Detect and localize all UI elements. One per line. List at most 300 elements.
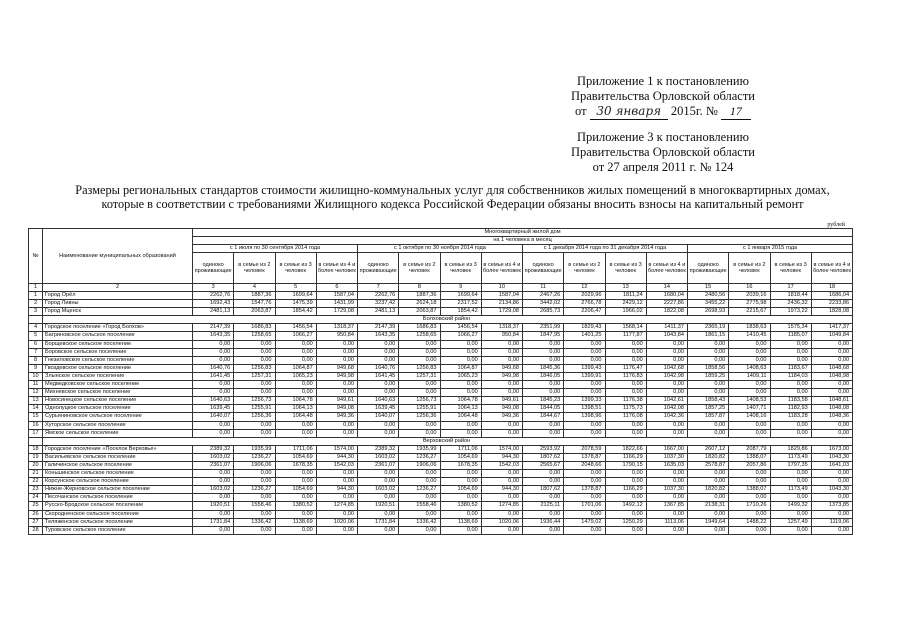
row-number: 10 <box>29 372 43 380</box>
value-cell: 0,00 <box>646 340 687 348</box>
value-cell: 0,00 <box>275 429 316 437</box>
value-cell: 1857,25 <box>688 405 729 413</box>
value-cell: 1336,42 <box>399 518 440 526</box>
value-cell: 0,00 <box>358 340 399 348</box>
value-cell: 0,00 <box>440 348 481 356</box>
value-cell: 0,00 <box>275 494 316 502</box>
column-number: 3 <box>193 284 234 292</box>
value-cell: 2436,32 <box>770 300 811 308</box>
value-cell: 0,00 <box>399 340 440 348</box>
value-cell: 1064,87 <box>440 364 481 372</box>
value-cell: 0,00 <box>729 470 770 478</box>
value-cell: 0,00 <box>646 381 687 389</box>
value-cell: 0,00 <box>275 470 316 478</box>
value-cell: 0,00 <box>399 429 440 437</box>
value-cell: 1256,36 <box>399 413 440 421</box>
value-cell: 0,00 <box>399 470 440 478</box>
value-cell: 2480,56 <box>688 292 729 300</box>
value-cell: 0,00 <box>234 389 275 397</box>
value-cell: 0,00 <box>523 389 564 397</box>
value-cell: 1639,45 <box>193 405 234 413</box>
value-cell: 0,00 <box>729 356 770 364</box>
value-cell: 0,00 <box>440 494 481 502</box>
value-cell: 1138,69 <box>440 518 481 526</box>
value-cell: 0,00 <box>688 421 729 429</box>
value-cell: 1574,00 <box>481 445 522 453</box>
value-cell: 0,00 <box>275 348 316 356</box>
row-number: 27 <box>29 518 43 526</box>
value-cell: 1603,02 <box>358 486 399 494</box>
row-number: 2 <box>29 300 43 308</box>
value-cell: 0,00 <box>316 429 357 437</box>
column-number: 18 <box>811 284 852 292</box>
value-cell: 0,00 <box>770 478 811 486</box>
value-cell: 2078,59 <box>564 445 605 453</box>
value-cell: 1054,69 <box>440 486 481 494</box>
municipality-name: Город Ливны <box>43 300 193 308</box>
table-row <box>29 429 853 437</box>
row-number: 11 <box>29 381 43 389</box>
column-number: 15 <box>688 284 729 292</box>
table-row <box>29 308 853 316</box>
table-row <box>29 486 853 494</box>
group-empty-cell <box>29 437 43 445</box>
handwritten-date: 30 января <box>590 104 668 120</box>
value-cell: 1456,54 <box>275 324 316 332</box>
value-cell: 0,00 <box>770 381 811 389</box>
value-cell: 0,00 <box>564 478 605 486</box>
column-number: 12 <box>564 284 605 292</box>
value-cell: 0,00 <box>646 421 687 429</box>
value-cell: 1935,99 <box>399 445 440 453</box>
value-cell: 1020,06 <box>316 518 357 526</box>
value-cell: 949,08 <box>481 405 522 413</box>
value-cell: 1064,78 <box>440 397 481 405</box>
value-cell: 0,00 <box>193 494 234 502</box>
appendix-1-line1: Приложение 1 к постановлению <box>577 74 749 88</box>
value-cell: 0,00 <box>770 494 811 502</box>
value-cell: 949,36 <box>481 413 522 421</box>
value-cell: 0,00 <box>523 470 564 478</box>
value-cell: 1635,03 <box>646 461 687 469</box>
value-cell: 0,00 <box>358 478 399 486</box>
value-cell: 0,00 <box>440 510 481 518</box>
value-cell: 0,00 <box>523 494 564 502</box>
unit-label: рублей <box>827 222 845 228</box>
value-cell: 0,00 <box>729 494 770 502</box>
value-cell: 1456,54 <box>440 324 481 332</box>
value-cell: 1274,85 <box>481 502 522 510</box>
value-cell: 2147,39 <box>193 324 234 332</box>
value-cell: 0,00 <box>523 340 564 348</box>
value-cell: 0,00 <box>193 421 234 429</box>
value-cell: 0,00 <box>564 470 605 478</box>
family-size-header: в семье из 3 человек <box>440 253 481 284</box>
row-number: 28 <box>29 526 43 534</box>
value-cell: 1176,08 <box>605 413 646 421</box>
value-cell: 1641,45 <box>193 372 234 380</box>
value-cell: 0,00 <box>399 421 440 429</box>
group-empty-cell <box>29 316 43 324</box>
row-number: 24 <box>29 494 43 502</box>
family-size-header: в семье из 3 человек <box>275 253 316 284</box>
title-line-2: которые в соответствии с требованиями Жилищного кодекса Российской Федерации обязаны вносить взносы на капитальный ремонт <box>101 197 804 211</box>
value-cell: 1603,02 <box>193 486 234 494</box>
column-number: 2 <box>43 284 193 292</box>
appendix-3-line3: от 27 апреля 2011 г. № 124 <box>592 160 734 174</box>
value-cell: 2134,86 <box>481 300 522 308</box>
value-cell: 1640,63 <box>358 397 399 405</box>
value-cell: 0,00 <box>358 494 399 502</box>
value-cell: 0,00 <box>564 429 605 437</box>
value-cell: 1378,87 <box>564 486 605 494</box>
value-cell: 0,00 <box>193 470 234 478</box>
value-cell: 3442,02 <box>523 300 564 308</box>
value-cell: 2262,76 <box>193 292 234 300</box>
value-cell: 1854,42 <box>440 308 481 316</box>
value-cell: 1936,44 <box>523 518 564 526</box>
value-cell: 1887,36 <box>234 292 275 300</box>
value-cell: 1037,30 <box>646 453 687 461</box>
value-cell: 1409,11 <box>729 372 770 380</box>
value-cell: 1935,99 <box>234 445 275 453</box>
value-cell: 0,00 <box>729 429 770 437</box>
value-cell: 0,00 <box>234 494 275 502</box>
value-cell: 0,00 <box>440 526 481 534</box>
value-cell: 1236,27 <box>234 453 275 461</box>
table-row <box>29 405 853 413</box>
value-cell: 2147,39 <box>358 324 399 332</box>
value-cell: 2125,11 <box>523 502 564 510</box>
value-cell: 0,00 <box>316 340 357 348</box>
value-cell: 1113,06 <box>646 518 687 526</box>
family-size-header: в семье из 2 человек <box>234 253 275 284</box>
value-cell: 1373,85 <box>811 502 852 510</box>
value-cell: 1568,14 <box>605 324 646 332</box>
value-cell: 0,00 <box>399 510 440 518</box>
municipality-name: Городское поселение «Город Болхов» <box>43 324 193 332</box>
value-cell: 0,00 <box>440 389 481 397</box>
row-number: 17 <box>29 429 43 437</box>
table-row <box>29 494 853 502</box>
value-cell: 1318,37 <box>481 324 522 332</box>
family-size-header: в семье из 4 и более человек <box>811 253 852 284</box>
value-cell: 0,00 <box>275 389 316 397</box>
value-cell: 0,00 <box>605 356 646 364</box>
value-cell: 1236,27 <box>399 453 440 461</box>
value-cell: 1042,61 <box>646 397 687 405</box>
value-cell: 1692,43 <box>193 300 234 308</box>
value-cell: 0,00 <box>564 510 605 518</box>
value-cell: 0,00 <box>358 348 399 356</box>
value-cell: 2766,78 <box>564 300 605 308</box>
value-cell: 0,00 <box>729 478 770 486</box>
row-number: 21 <box>29 470 43 478</box>
value-cell: 0,00 <box>564 340 605 348</box>
value-cell: 1236,27 <box>234 486 275 494</box>
value-cell: 1643,35 <box>193 332 234 340</box>
value-cell: 2565,67 <box>523 461 564 469</box>
municipality-name: Песочанское сельское поселение <box>43 494 193 502</box>
value-cell: 0,00 <box>605 494 646 502</box>
table-row <box>29 324 853 332</box>
value-cell: 1066,27 <box>440 332 481 340</box>
value-cell: 1640,07 <box>193 413 234 421</box>
value-cell: 1858,43 <box>688 397 729 405</box>
value-cell: 0,00 <box>316 421 357 429</box>
row-number: 7 <box>29 348 43 356</box>
table-header <box>29 229 853 292</box>
value-cell: 1811,24 <box>605 292 646 300</box>
value-cell: 1731,84 <box>193 518 234 526</box>
value-cell: 1408,53 <box>729 397 770 405</box>
value-cell: 1411,37 <box>646 324 687 332</box>
value-cell: 0,00 <box>316 470 357 478</box>
value-cell: 1587,04 <box>316 292 357 300</box>
table-row <box>29 453 853 461</box>
value-cell: 1641,03 <box>811 461 852 469</box>
value-cell: 1829,86 <box>770 445 811 453</box>
value-cell: 1858,56 <box>688 364 729 372</box>
row-number: 19 <box>29 453 43 461</box>
value-cell: 1043,30 <box>811 486 852 494</box>
value-cell: 0,00 <box>688 340 729 348</box>
value-cell: 1398,96 <box>564 413 605 421</box>
value-cell: 0,00 <box>193 348 234 356</box>
value-cell: 0,00 <box>193 340 234 348</box>
value-cell: 1838,63 <box>729 324 770 332</box>
value-cell: 1184,03 <box>770 372 811 380</box>
value-cell: 2698,93 <box>688 308 729 316</box>
value-cell: 0,00 <box>440 470 481 478</box>
value-cell: 0,00 <box>646 348 687 356</box>
value-cell: 1479,02 <box>564 518 605 526</box>
value-cell: 0,00 <box>481 510 522 518</box>
value-cell: 0,00 <box>275 510 316 518</box>
table-row <box>29 526 853 534</box>
value-cell: 0,00 <box>399 348 440 356</box>
value-cell: 0,00 <box>358 510 399 518</box>
value-cell: 1844,05 <box>523 405 564 413</box>
value-cell: 2578,87 <box>688 461 729 469</box>
value-cell: 1054,69 <box>440 453 481 461</box>
value-cell: 1861,15 <box>688 332 729 340</box>
value-cell: 1255,91 <box>234 405 275 413</box>
column-number: 11 <box>523 284 564 292</box>
value-cell: 1182,93 <box>770 405 811 413</box>
value-cell: 1558,46 <box>399 502 440 510</box>
table-row <box>29 518 853 526</box>
value-cell: 0,00 <box>564 421 605 429</box>
value-cell: 0,00 <box>234 510 275 518</box>
value-cell: 0,00 <box>234 429 275 437</box>
value-cell: 2361,07 <box>358 461 399 469</box>
value-cell: 0,00 <box>688 389 729 397</box>
value-cell: 1399,33 <box>564 397 605 405</box>
appendix-1-date-line <box>571 104 755 120</box>
value-cell: 0,00 <box>523 510 564 518</box>
value-cell: 1492,12 <box>605 502 646 510</box>
value-cell: 0,00 <box>729 381 770 389</box>
value-cell: 2138,31 <box>688 502 729 510</box>
municipality-name: Медведковское сельское поселение <box>43 381 193 389</box>
value-cell: 0,00 <box>481 470 522 478</box>
value-cell: 0,00 <box>605 381 646 389</box>
value-cell: 1603,02 <box>358 453 399 461</box>
value-cell: 2365,19 <box>688 324 729 332</box>
municipality-name: Ямское сельское поселение <box>43 429 193 437</box>
value-cell: 1064,13 <box>275 405 316 413</box>
row-number: 16 <box>29 421 43 429</box>
municipality-name: Злынское сельское поселение <box>43 372 193 380</box>
value-cell: 1699,64 <box>275 292 316 300</box>
value-cell: 1542,03 <box>481 461 522 469</box>
standards-table <box>28 228 853 535</box>
value-cell: 1255,91 <box>399 405 440 413</box>
municipality-name: Борщевское сельское поселение <box>43 340 193 348</box>
value-cell: 1048,61 <box>811 397 852 405</box>
district-group-row <box>29 316 853 324</box>
value-cell: 1336,42 <box>234 518 275 526</box>
value-cell: 1119,06 <box>811 518 852 526</box>
value-cell: 1398,51 <box>564 405 605 413</box>
value-cell: 1042,36 <box>646 413 687 421</box>
municipality-name: Город Мценск <box>43 308 193 316</box>
value-cell: 1603,02 <box>193 453 234 461</box>
value-cell: 2685,73 <box>523 308 564 316</box>
value-cell: 2389,32 <box>193 445 234 453</box>
value-cell: 0,00 <box>316 348 357 356</box>
value-cell: 1587,04 <box>481 292 522 300</box>
value-cell: 950,84 <box>481 332 522 340</box>
municipality-name: Скородненское сельское поселение <box>43 510 193 518</box>
value-cell: 1388,07 <box>729 486 770 494</box>
value-cell: 1043,30 <box>811 453 852 461</box>
column-number: 17 <box>770 284 811 292</box>
value-cell: 1797,35 <box>770 461 811 469</box>
value-cell: 1042,68 <box>646 364 687 372</box>
value-cell: 1711,06 <box>275 445 316 453</box>
value-cell: 1701,06 <box>564 502 605 510</box>
value-cell: 1388,07 <box>729 453 770 461</box>
value-cell: 0,00 <box>646 429 687 437</box>
value-cell: 0,00 <box>440 478 481 486</box>
column-number: 9 <box>440 284 481 292</box>
value-cell: 0,00 <box>523 429 564 437</box>
value-cell: 3237,42 <box>358 300 399 308</box>
value-cell: 2317,52 <box>440 300 481 308</box>
value-cell: 0,00 <box>275 526 316 534</box>
value-cell: 1822,08 <box>646 308 687 316</box>
value-cell: 0,00 <box>605 389 646 397</box>
value-cell: 1256,83 <box>399 364 440 372</box>
value-cell: 0,00 <box>316 494 357 502</box>
value-cell: 1729,08 <box>316 308 357 316</box>
value-cell: 2361,07 <box>193 461 234 469</box>
value-cell: 1037,30 <box>646 486 687 494</box>
municipality-name: Однолуцкое сельское поселение <box>43 405 193 413</box>
table-row <box>29 478 853 486</box>
value-cell: 1807,62 <box>523 486 564 494</box>
row-number: 12 <box>29 389 43 397</box>
value-cell: 0,00 <box>481 381 522 389</box>
value-cell: 0,00 <box>605 470 646 478</box>
table-row <box>29 292 853 300</box>
appendix-1-header <box>571 74 755 120</box>
table-row <box>29 389 853 397</box>
value-cell: 1064,48 <box>275 413 316 421</box>
value-cell: 2593,92 <box>523 445 564 453</box>
number-label: № <box>705 104 718 118</box>
value-cell: 1820,82 <box>688 486 729 494</box>
value-cell: 0,00 <box>811 494 852 502</box>
value-cell: 2206,47 <box>564 308 605 316</box>
value-cell: 1258,65 <box>399 332 440 340</box>
value-cell: 944,30 <box>316 486 357 494</box>
value-cell: 2351,99 <box>523 324 564 332</box>
value-cell: 0,00 <box>729 389 770 397</box>
value-cell: 0,00 <box>564 381 605 389</box>
standards-table-wrapper <box>28 228 852 535</box>
municipality-name: Хуторское сельское поселение <box>43 421 193 429</box>
value-cell: 0,00 <box>193 526 234 534</box>
value-cell: 2215,67 <box>729 308 770 316</box>
value-cell: 2029,96 <box>564 292 605 300</box>
value-cell: 0,00 <box>811 356 852 364</box>
value-cell: 0,00 <box>440 429 481 437</box>
value-cell: 1177,87 <box>605 332 646 340</box>
table-row <box>29 364 853 372</box>
municipality-name: Багриновское сельское поселение <box>43 332 193 340</box>
document-title <box>0 183 905 211</box>
value-cell: 1048,68 <box>811 364 852 372</box>
value-cell: 0,00 <box>234 340 275 348</box>
value-cell: 1257,31 <box>399 372 440 380</box>
row-number: 4 <box>29 324 43 332</box>
value-cell: 1020,06 <box>481 518 522 526</box>
value-cell: 0,00 <box>316 381 357 389</box>
value-cell: 1639,45 <box>358 405 399 413</box>
appendix-3-line1: Приложение 3 к постановлению <box>577 130 749 144</box>
value-cell: 0,00 <box>605 510 646 518</box>
value-cell: 1710,26 <box>729 502 770 510</box>
value-cell: 0,00 <box>811 340 852 348</box>
value-cell: 0,00 <box>234 421 275 429</box>
handwritten-number: 17 <box>721 104 751 120</box>
value-cell: 1699,64 <box>440 292 481 300</box>
value-cell: 949,68 <box>316 364 357 372</box>
value-cell: 1640,76 <box>193 364 234 372</box>
value-cell: 1906,06 <box>234 461 275 469</box>
value-cell: 0,00 <box>358 356 399 364</box>
municipality-name: Боровское сельское поселение <box>43 348 193 356</box>
row-number: 3 <box>29 308 43 316</box>
row-number: 14 <box>29 405 43 413</box>
value-cell: 1064,13 <box>440 405 481 413</box>
value-cell: 0,00 <box>729 421 770 429</box>
appendix-3-header <box>571 130 755 175</box>
value-cell: 0,00 <box>646 470 687 478</box>
value-cell: 1643,35 <box>358 332 399 340</box>
table-row <box>29 348 853 356</box>
column-number: 4 <box>234 284 275 292</box>
value-cell: 1048,98 <box>811 372 852 380</box>
district-name: Болховский район <box>43 316 853 324</box>
row-number: 23 <box>29 486 43 494</box>
table-row <box>29 332 853 340</box>
value-cell: 1558,46 <box>234 502 275 510</box>
value-cell: 1048,08 <box>811 405 852 413</box>
